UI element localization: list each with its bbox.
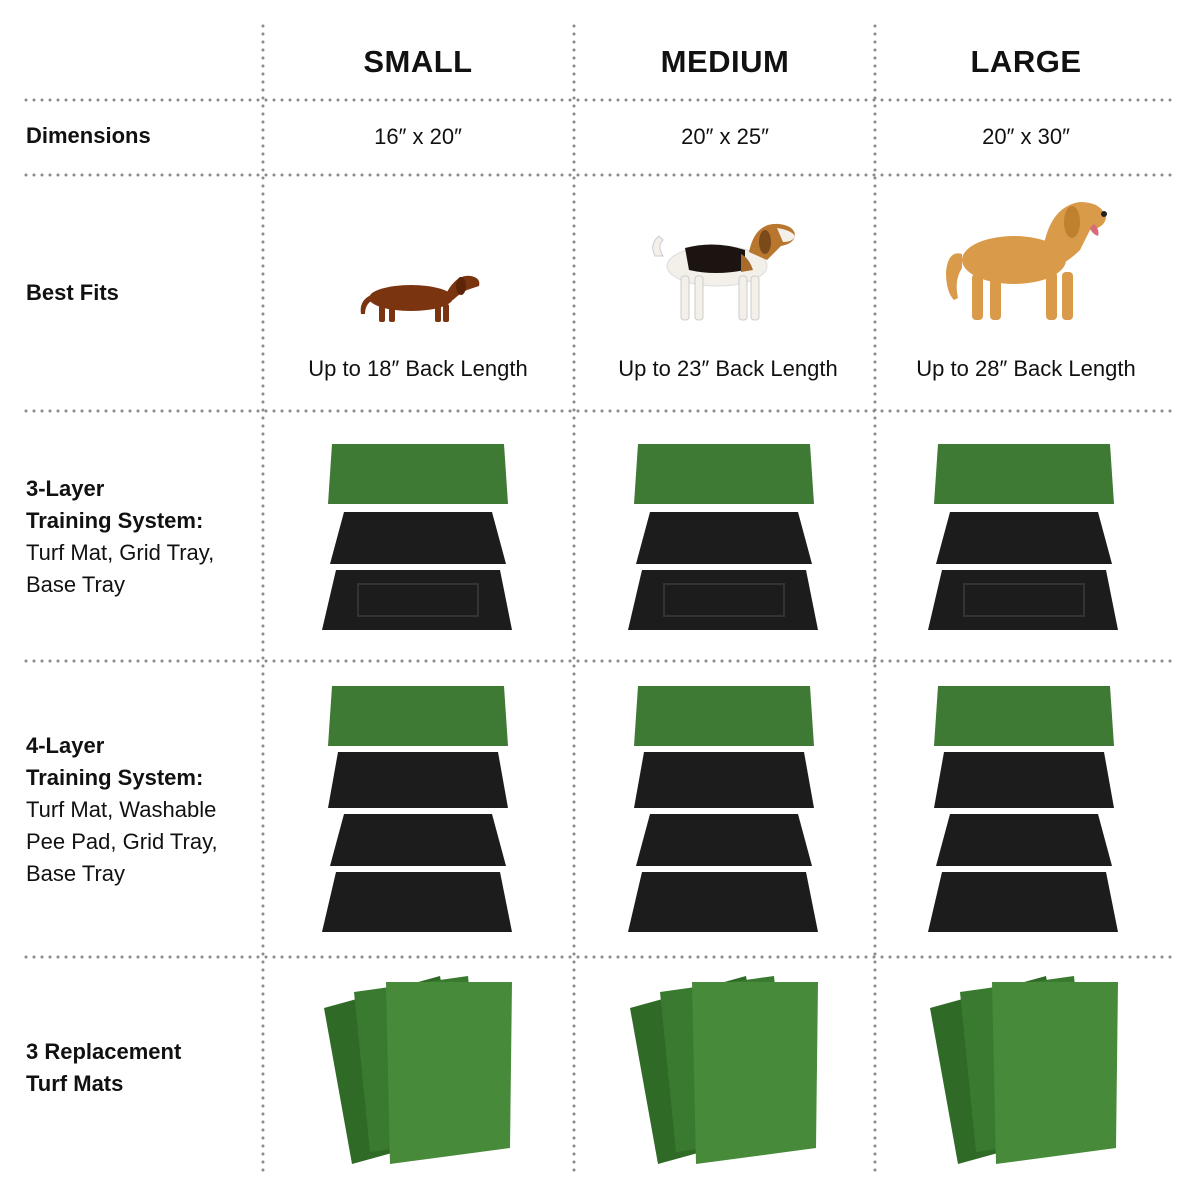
back-length-small: Up to 18″ Back Length [308,356,528,381]
three-layer-stack-large [924,438,1124,634]
row-label-replacement: 3 Replacement Turf Mats [26,1039,182,1096]
pee-pad-icon [634,752,814,808]
turf-mat-icon [328,444,508,504]
pee-pad-icon [328,752,508,808]
four-layer-stack-medium [624,682,824,934]
replacement-mats-medium [624,972,824,1172]
four-layer-stack-small [318,682,518,934]
replacement-mats-large [924,972,1124,1172]
row-label-best-fits: Best Fits [26,280,119,305]
pee-pad-icon [934,752,1114,808]
column-header-medium: MEDIUM [660,44,790,79]
grid-tray-icon [636,512,812,564]
row-label-dimensions: Dimensions [26,123,151,148]
turf-mat-icon [934,444,1114,504]
base-tray-icon [628,872,818,932]
back-length-medium: Up to 23″ Back Length [618,356,838,381]
dimensions-small: 16″ x 20″ [374,124,462,149]
turf-mat-icon [634,686,814,746]
row-label-three-layer: 3-Layer Training System: Turf Mat, Grid Tray, Base Tray [26,476,215,597]
back-length-large: Up to 28″ Back Length [916,356,1136,381]
grid-tray-icon [936,814,1112,866]
base-tray-icon [322,872,512,932]
row-label-four-layer: 4-Layer Training System: Turf Mat, Washable Pee Pad, Grid Tray, Base Tray [26,733,218,886]
golden-retriever-icon [940,194,1116,326]
dimensions-large: 20″ x 30″ [982,124,1070,149]
grid-tray-icon [330,814,506,866]
base-tray-icon [928,570,1118,630]
three-layer-stack-medium [624,438,824,634]
replacement-mats-small [318,972,518,1172]
turf-mat-icon [634,444,814,504]
dimensions-medium: 20″ x 25″ [681,124,769,149]
grid-tray-icon [636,814,812,866]
base-tray-icon [628,570,818,630]
base-tray-icon [928,872,1118,932]
grid-tray-icon [936,512,1112,564]
dachshund-icon [355,258,485,328]
turf-mat-icon [328,686,508,746]
four-layer-stack-large [924,682,1124,934]
base-tray-icon [322,570,512,630]
column-header-small: SMALL [363,44,473,79]
three-layer-stack-small [318,438,518,634]
grid-tray-icon [330,512,506,564]
beagle-icon [645,214,805,326]
column-header-large: LARGE [970,44,1082,79]
turf-mat-icon [934,686,1114,746]
